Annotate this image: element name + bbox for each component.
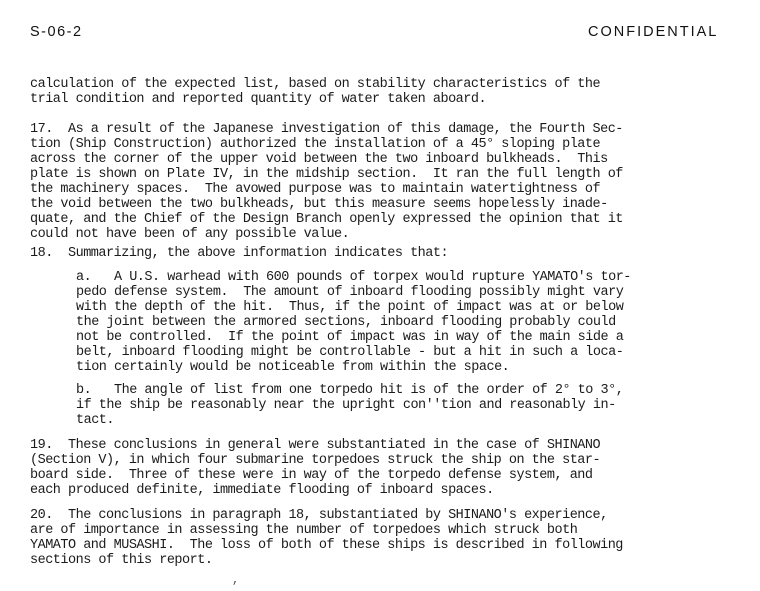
text-line: the joint between the armored sections, inboard flooding probably could [76, 315, 616, 330]
text-line: board side. Three of these were in way of the torpedo defense system, and [30, 468, 593, 483]
stray-mark: , [232, 573, 240, 587]
text-line: calculation of the expected list, based on stability characteristics of the [30, 77, 601, 92]
document-id: S-06-2 [30, 24, 83, 40]
text-line: could not have been of any possible value. [30, 227, 350, 242]
text-line: tion (Ship Construction) authorized the installation of a 45° sloping plate [30, 137, 601, 152]
text-line: sections of this report. [30, 553, 213, 568]
text-line: if the ship be reasonably near the upright con''tion and reasonably in- [76, 398, 616, 413]
text-line: not be controlled. If the point of impact was in way of the main side a [76, 330, 624, 345]
text-line: belt, inboard flooding might be controllable - but a hit in such a loca- [76, 345, 624, 360]
text-line: 20. The conclusions in paragraph 18, substantiated by SHINANO's experience, [30, 508, 608, 523]
classification-label: CONFIDENTIAL [588, 24, 719, 40]
text-line: 19. These conclusions in general were substantiated in the case of SHINANO [30, 438, 601, 453]
text-line: tion certainly would be noticeable from within the space. [76, 360, 510, 375]
text-line: 17. As a result of the Japanese investigation of this damage, the Fourth Sec- [30, 122, 623, 137]
text-line: trial condition and reported quantity of water taken aboard. [30, 92, 487, 107]
text-line: are of importance in assessing the number of torpedoes which struck both [30, 523, 578, 538]
text-line: YAMATO and MUSASHI. The loss of both of these ships is described in following [30, 538, 623, 553]
text-line: 18. Summarizing, the above information indicates that: [30, 246, 449, 261]
text-line: quate, and the Chief of the Design Branch openly expressed the opinion that it [30, 212, 623, 227]
text-line: with the depth of the hit. Thus, if the point of impact was at or below [76, 300, 624, 315]
text-line: pedo defense system. The amount of inboard flooding possibly might vary [76, 285, 624, 300]
text-line: tact. [76, 413, 115, 428]
text-line: each produced definite, immediate flooding of inboard spaces. [30, 483, 494, 498]
text-line: a. A U.S. warhead with 600 pounds of torpex would rupture YAMATO's tor- [76, 270, 631, 285]
text-line: plate is shown on Plate IV, in the midship section. It ran the full length of [30, 167, 623, 182]
text-line: the void between the two bulkheads, but this measure seems hopelessly inade- [30, 197, 608, 212]
text-line: (Section V), in which four submarine torpedoes struck the ship on the star- [30, 453, 601, 468]
text-line: the machinery spaces. The avowed purpose was to maintain watertightness of [30, 182, 601, 197]
text-line: across the corner of the upper void between the two inboard bulkheads. This [30, 152, 608, 167]
text-line: b. The angle of list from one torpedo hit is of the order of 2° to 3°, [76, 383, 624, 398]
